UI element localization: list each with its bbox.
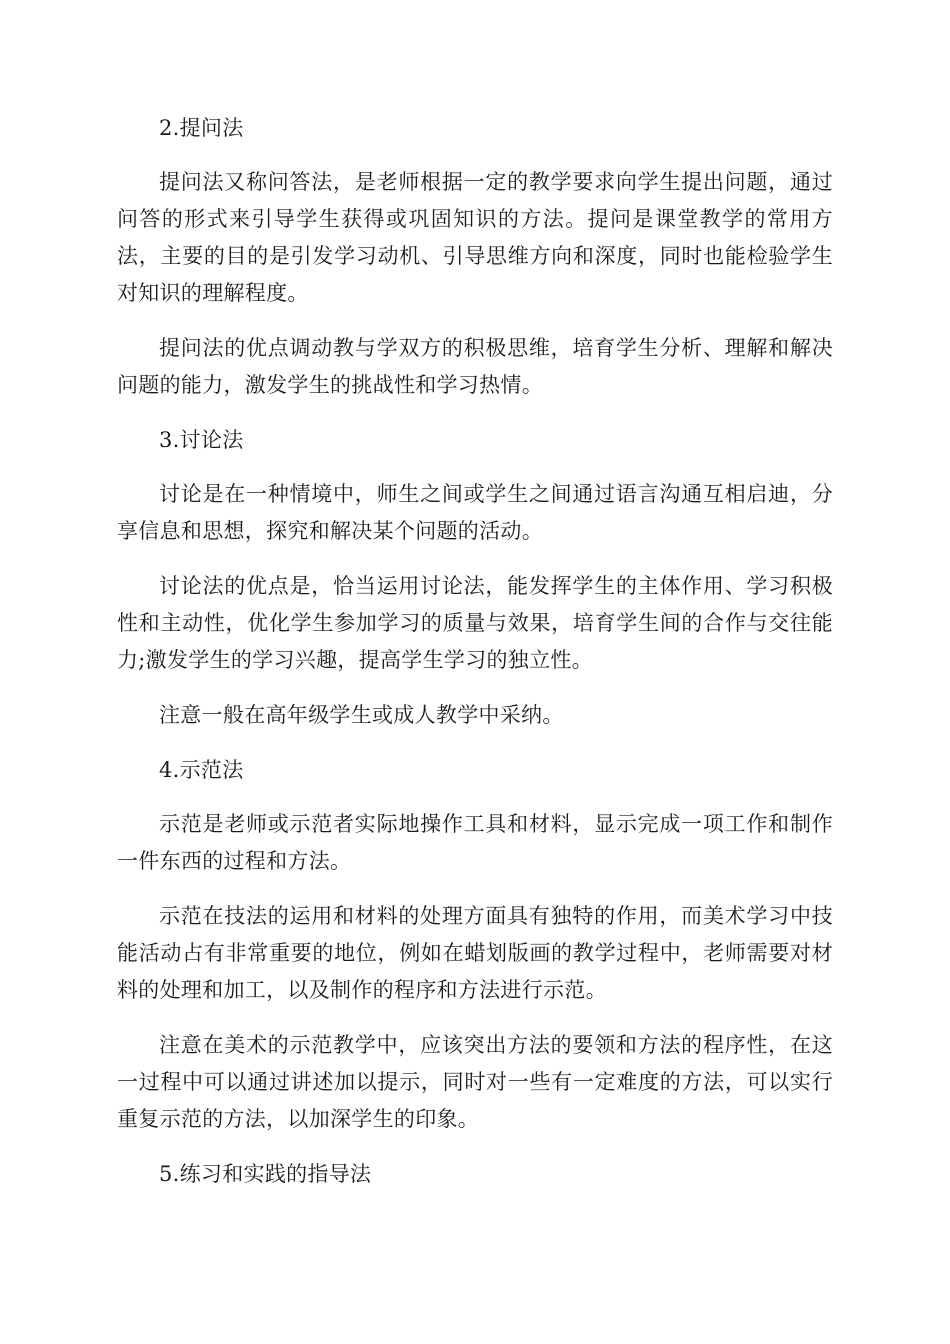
section-heading-demonstration: 4.示范法 (159, 758, 244, 782)
paragraph-demonstration-definition: 示范是老师或示范者实际地操作工具和材料，显示完成一项工作和制作一件东西的过程和方法。 (117, 812, 833, 873)
section-heading-discussion: 3.讨论法 (159, 428, 244, 452)
paragraph-discussion-note: 注意一般在高年级学生或成人教学中采纳。 (159, 703, 564, 727)
section-heading-practice: 5.练习和实践的指导法 (159, 1162, 372, 1186)
paragraph-discussion-advantages: 讨论法的优点是，恰当运用讨论法，能发挥学生的主体作用、学习积极性和主动性，优化学生参加学习的质量与效果，培育学生间的合作与交往能力;激发学生的学习兴趣，提高学生学习的独立性。 (117, 574, 833, 672)
paragraph-questioning-definition: 提问法又称问答法，是老师根据一定的教学要求向学生提出问题，通过问答的形式来引导学生获得或巩固知识的方法。提问是课堂教学的常用方法，主要的目的是引发学习动机、引导思维方向和深度，同时也能检验学生对知识的理解程度。 (117, 170, 833, 305)
paragraph-demonstration-note: 注意在美术的示范教学中，应该突出方法的要领和方法的程序性，在这一过程中可以通过讲述加以提示，同时对一些有一定难度的方法，可以实行重复示范的方法，以加深学生的印象。 (117, 1033, 833, 1131)
paragraph-questioning-advantages: 提问法的优点调动教与学双方的积极思维，培育学生分析、理解和解决问题的能力，激发学生的挑战性和学习热情。 (117, 336, 833, 397)
paragraph-demonstration-role: 示范在技法的运用和材料的处理方面具有独特的作用，而美术学习中技能活动占有非常重要的地位，例如在蜡划版画的教学过程中，老师需要对材料的处理和加工，以及制作的程序和方法进行示范。 (117, 904, 833, 1002)
document-body (117, 110, 833, 1210)
section-heading-questioning: 2.提问法 (159, 116, 244, 140)
paragraph-discussion-definition: 讨论是在一种情境中，师生之间或学生之间通过语言沟通互相启迪，分享信息和思想，探究和解决某个问题的活动。 (117, 482, 833, 543)
